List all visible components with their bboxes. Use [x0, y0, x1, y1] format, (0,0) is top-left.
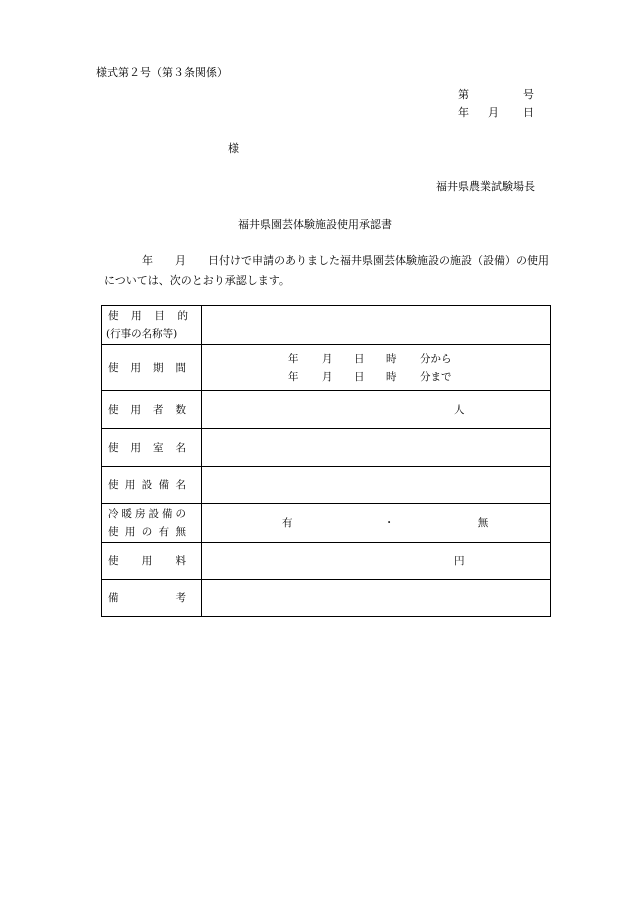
form-number-label: 様式第２号（第３条関係） [96, 66, 228, 79]
recipient-honorific: 様 [228, 142, 239, 155]
label-aircon: 冷 暖 房 設 備 の 使 用 の 有 無 [102, 504, 202, 543]
value-users[interactable] [202, 391, 551, 429]
label-fee: 使 用 料 [102, 543, 202, 580]
approval-table [101, 305, 551, 617]
label-equipment: 使 用 設 備 名 [102, 467, 202, 504]
label-purpose-sub: (行事の名称等) [106, 328, 178, 340]
label-purpose: 使 用 目 的 (行事の名称等) [102, 306, 202, 345]
date-day-label: 日 [523, 106, 534, 119]
table-row-users [102, 391, 551, 429]
table-row-aircon [102, 504, 551, 543]
date-year-label: 年 [458, 106, 469, 119]
period-to: 年 月 日 時 分まで [288, 370, 452, 383]
value-equipment[interactable] [202, 467, 551, 504]
document-number-suffix: 号 [523, 88, 534, 101]
label-users: 使 用 者 数 [102, 391, 202, 429]
aircon-option-no[interactable]: 無 [477, 517, 489, 529]
label-room: 使 用 室 名 [102, 429, 202, 467]
value-fee[interactable] [202, 543, 551, 580]
label-period: 使 用 期 間 [102, 345, 202, 391]
issuer-name: 福井県農業試験場長 [436, 180, 535, 193]
value-period[interactable] [202, 345, 551, 391]
aircon-option-yes[interactable]: 有 [282, 517, 293, 529]
body-text-line-2: については、次のとおり承認します。 [104, 274, 290, 287]
body-text-line-1: 年 月 日付けで申請のありました福井県園芸体験施設の施設（設備）の使用 [142, 254, 549, 267]
table-row-remarks [102, 580, 551, 617]
table-row-period [102, 345, 551, 391]
table-row-room [102, 429, 551, 467]
value-aircon [202, 504, 551, 543]
table-row-equipment [102, 467, 551, 504]
table-row-purpose [102, 306, 551, 345]
value-room[interactable] [202, 429, 551, 467]
document-title: 福井県園芸体験施設使用承認書 [238, 218, 392, 231]
document-number-prefix: 第 [458, 88, 469, 101]
table-row-fee [102, 543, 551, 580]
unit-persons: 人 [454, 403, 465, 416]
value-purpose[interactable] [202, 306, 551, 345]
date-month-label: 月 [488, 106, 499, 119]
unit-yen: 円 [454, 555, 465, 567]
aircon-option-separator: ・ [383, 517, 395, 529]
label-remarks: 備 考 [102, 580, 202, 617]
period-from: 年 月 日 時 分から [288, 352, 452, 365]
value-remarks[interactable] [202, 580, 551, 617]
